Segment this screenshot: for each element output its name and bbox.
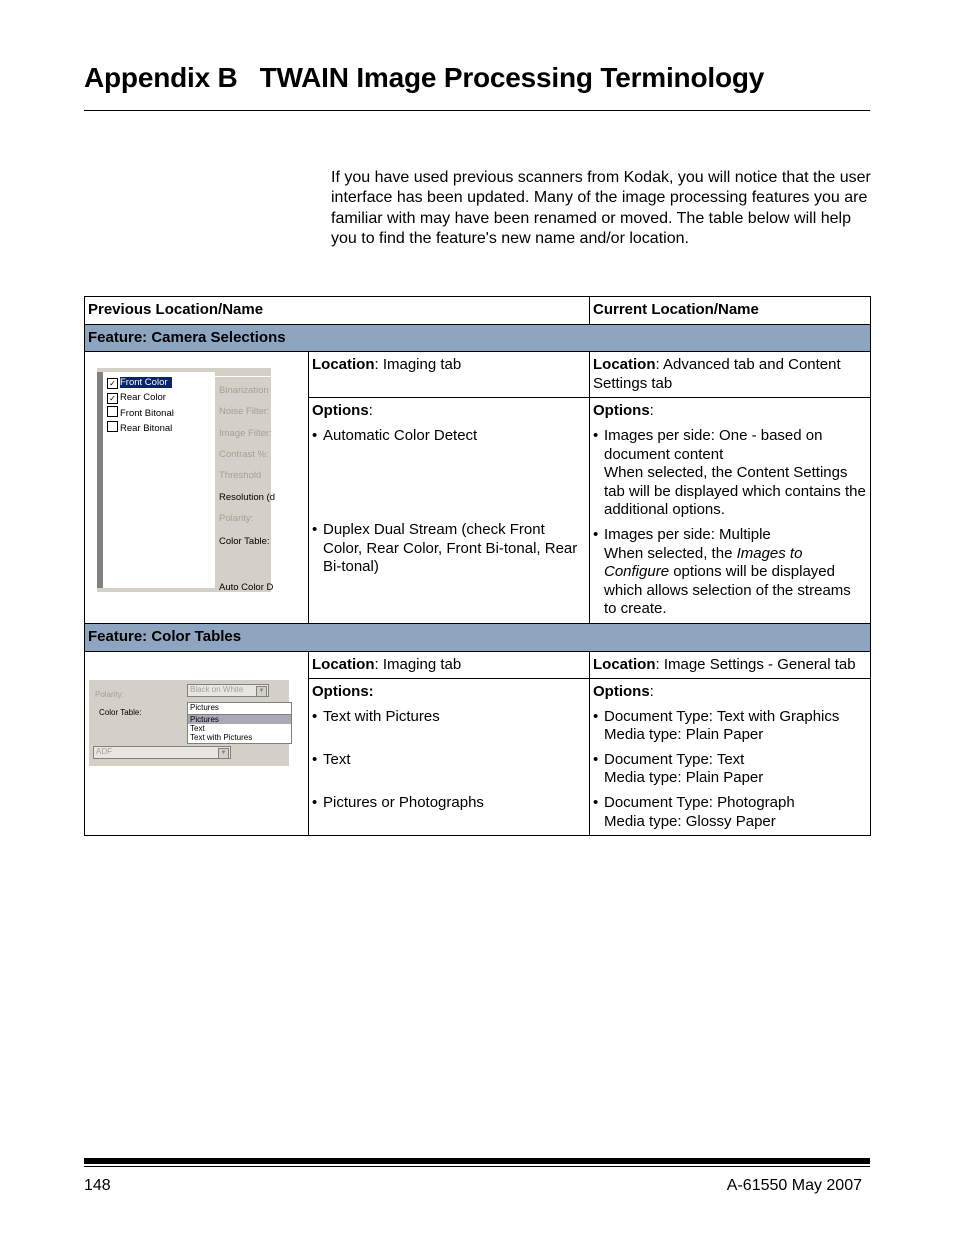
setting-label: Binarization [219, 385, 269, 397]
curr-location-cell: Location: Image Settings - General tab [590, 651, 871, 679]
document-id: A-61550 May 2007 [726, 1177, 862, 1194]
list-item: • Document Type: Photograph Media type: Glossy Paper [593, 794, 866, 831]
footer-rule [84, 1158, 870, 1164]
options-label: Options [593, 402, 650, 420]
chevron-down-icon: ▼ [256, 686, 267, 697]
terminology-table [84, 296, 871, 836]
list-item: • Document Type: Text with Graphics Media type: Plain Paper [593, 708, 866, 745]
screenshot-cell [85, 651, 309, 836]
setting-label: Threshold [219, 470, 262, 482]
list-item: • Images per side: One - based on document content When selected, the Content Settings tab will be displayed which contains the additional options. [593, 427, 866, 520]
list-item: ✓ Front Color [107, 376, 172, 389]
page-number: 148 [84, 1177, 111, 1194]
location-row [85, 352, 871, 398]
curr-options-cell: Options: • Document Type: Text with Graphics Media type: Plain Paper • Document Type: Text Media type: Plain Paper • Document Type: Photograph Media type: Glossy Paper [590, 679, 871, 836]
curr-options-cell: Options: • Images per side: One - based on document content When selected, the Content Settings tab will be displayed which contains the additional options. • Images per side: Multiple When selected, the Images to Configure options will be displayed which allows selection of the streams to create. [590, 398, 871, 624]
dropdown-option: Text with Pictures [190, 732, 253, 742]
options-label: Options [593, 683, 650, 701]
setting-label: Noise Filter: [219, 406, 270, 418]
options-label: Options [312, 402, 369, 420]
checkbox-checked-icon: ✓ [107, 393, 118, 404]
location-label: Location [593, 356, 656, 374]
list-item: • Document Type: Text Media type: Plain Paper [593, 751, 866, 788]
polarity-select: Black on White ▼ [187, 684, 269, 697]
screenshot-cell [85, 352, 309, 624]
location-row [85, 651, 871, 679]
setting-label: Auto Color D [219, 582, 274, 594]
camera-selections-screenshot [97, 368, 275, 594]
feature-row [85, 623, 871, 651]
chevron-down-icon: ▼ [218, 748, 229, 759]
prev-location-cell: Location: Imaging tab [309, 651, 590, 679]
setting-label: Color Table: [219, 536, 270, 548]
location-label: Location [312, 356, 375, 374]
appendix-label: Appendix B [84, 62, 238, 93]
list-item: • Automatic Color Detect [312, 427, 585, 521]
setting-label: Resolution (d [219, 492, 275, 504]
source-select: ADF ▼ [93, 746, 231, 759]
checkbox-empty-icon [107, 421, 118, 432]
appendix-title: TWAIN Image Processing Terminology [259, 62, 765, 93]
list-item: Rear Bitonal [107, 421, 172, 434]
color-tables-screenshot [89, 680, 289, 766]
dropdown-option: Text [190, 723, 205, 733]
feature-row [85, 324, 871, 352]
color-table-select: Pictures [187, 702, 292, 715]
feature-heading: Feature: Color Tables [85, 623, 871, 651]
page-title [84, 62, 764, 94]
col-current-header: Current Location/Name [590, 297, 871, 325]
header-row [85, 297, 871, 325]
prev-options-cell: Options: • Text with Pictures • Text • Pictures or Photographs [309, 679, 590, 836]
checkbox-empty-icon [107, 406, 118, 417]
setting-label: Contrast %: [219, 449, 269, 461]
prev-options-cell: Options: • Automatic Color Detect • Duplex Dual Stream (check Front Color, Rear Color, Front Bi-tonal, Rear Bi-tonal) [309, 398, 590, 624]
color-table-label: Color Table: [99, 707, 142, 717]
list-item: Front Bitonal [107, 406, 174, 419]
panel-edge [215, 376, 271, 377]
color-table-options [187, 714, 292, 744]
dropdown-option: Pictures [188, 715, 291, 724]
curr-location-cell: Location: Advanced tab and Content Settings tab [590, 352, 871, 398]
checkbox-checked-icon: ✓ [107, 378, 118, 389]
camera-list [97, 372, 215, 588]
options-label: Options [312, 683, 369, 701]
polarity-label: Polarity: [95, 689, 124, 699]
col-previous-header: Previous Location/Name [85, 297, 590, 325]
list-item: ✓ Rear Color [107, 391, 166, 404]
feature-heading: Feature: Camera Selections [85, 324, 871, 352]
setting-label: Polarity: [219, 513, 254, 525]
list-item: • Images per side: Multiple When selected, the Images to Configure options will be displayed which allows selection of the streams to create. [593, 526, 866, 619]
title-rule [84, 110, 870, 111]
intro-paragraph: If you have used previous scanners from Kodak, you will notice that the user interface has been updated. Many of the image processing features you are familiar with may have been renamed or moved. The table below will help you to find the feature's new name and/or location. [331, 169, 871, 248]
list-item: • Text [312, 751, 585, 788]
list-item: • Duplex Dual Stream (check Front Color, Rear Color, Front Bi-tonal, Rear Bi-tonal) [312, 521, 585, 577]
location-label: Location [312, 655, 375, 673]
list-item: • Pictures or Photographs [312, 794, 585, 813]
list-item: • Text with Pictures [312, 708, 585, 745]
location-label: Location [593, 655, 656, 673]
setting-label: Image Filter: [219, 428, 272, 440]
footer-rule-thin [84, 1166, 870, 1167]
prev-location-cell: Location: Imaging tab [309, 352, 590, 398]
